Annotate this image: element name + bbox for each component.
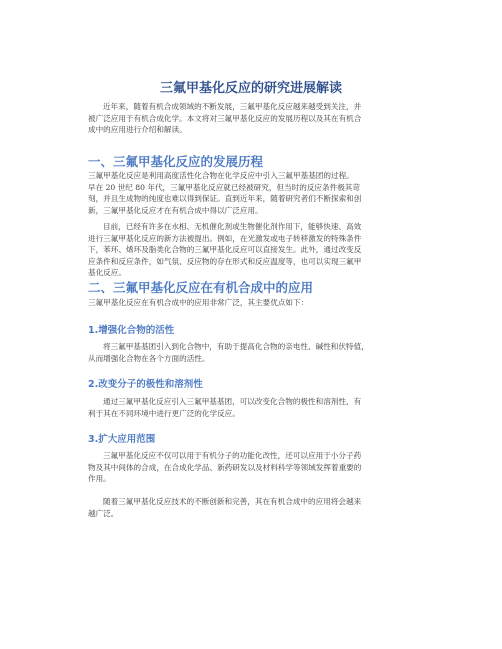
text-line: 随着三氟甲基化反应技术的不断创新和完善，其在有机合成中的应用将会越来 xyxy=(103,497,362,506)
text-line: 三氟甲基化反应是利用高度活性化合物在化学反应中引入三氟甲基基团的过程。 xyxy=(88,171,354,180)
subsection-2-heading: 2.改变分子的极性和溶剂性 xyxy=(88,379,203,390)
text-line: 成中的应用进行介绍和解读。 xyxy=(88,125,187,135)
section-2-heading: 二、三氟甲基化反应在有机合成中的应用 xyxy=(88,280,314,295)
text-line: 目前，已经有许多在水相、无机催化剂或生物催化剂作用下，能够快速、高效 xyxy=(103,222,362,231)
subsection-1-paragraph xyxy=(88,341,418,364)
text-line: 基化反应。 xyxy=(88,268,126,278)
text-line: 刻，并且生成物的纯度也难以得到保证。直到近年来，随着研究者们不断探索和创 xyxy=(88,194,362,204)
text-line: 下，苯环、烯环及脂类化合物的三氟甲基化反应可以直接发生。此外，通过改变反 xyxy=(88,245,362,255)
text-line: 作用。 xyxy=(88,474,111,484)
document-title: 三氟甲基化反应的研究进展解读 xyxy=(159,81,342,96)
section-2-intro xyxy=(88,297,418,309)
text-line: 利于其在不同环境中进行更广泛的化学反应。 xyxy=(88,408,240,418)
section-1-paragraph-2 xyxy=(88,221,418,279)
section-1-paragraph-1 xyxy=(88,170,418,216)
subsection-2-paragraph xyxy=(88,396,418,419)
subsection-3-paragraph xyxy=(88,450,418,485)
subsection-1-heading: 1.增强化合物的活性 xyxy=(88,325,175,336)
text-line: 新，三氟甲基化反应才在有机合成中得以广泛应用。 xyxy=(88,205,263,215)
text-line: 应条件和反应条件，如气氛、反应物的存在形式和反应温度等，也可以实现三氟甲 xyxy=(88,256,362,266)
text-line: 早在 20 世纪 80 年代，三氟甲基化反应就已经被研究，但当时的反应条件极其苛 xyxy=(88,182,360,192)
intro-paragraph xyxy=(88,101,418,136)
subsection-3-heading: 3.扩大应用范围 xyxy=(88,434,156,445)
text-line: 将三氟甲基基团引入到化合物中，有助于提高化合物的亲电性、碱性和伏特值， xyxy=(103,342,369,351)
text-line: 近年来，随着有机合成领域的不断发展，三氟甲基化反应越来越受到关注，并 xyxy=(103,102,362,111)
text-line: 通过三氟甲基化反应引入三氟甲基基团，可以改变化合物的极性和溶剂性，有 xyxy=(103,397,362,406)
closing-paragraph xyxy=(88,496,418,519)
text-line: 三氟甲基化反应在有机合成中的应用非常广泛，其主要优点如下： xyxy=(88,298,309,307)
text-line: 越广泛。 xyxy=(88,508,119,518)
text-line: 从而增强化合物在各个方面的活性。 xyxy=(88,353,210,363)
text-line: 被广泛应用于有机合成化学。本文将对三氟甲基化反应的发展历程以及其在有机合 xyxy=(88,113,362,123)
text-line: 三氟甲基化反应不仅可以用于有机分子的功能化改性，还可以应用于小分子药 xyxy=(103,451,362,460)
text-line: 进行三氟甲基化反应的新方法被提出。例如，在光激发或电子转移激发的特殊条件 xyxy=(88,233,362,243)
text-line: 物及其中间体的合成，在合成化学品、新药研发以及材料科学等领域发挥着重要的 xyxy=(88,462,362,472)
section-1-heading: 一、三氟甲基化反应的发展历程 xyxy=(88,154,264,169)
